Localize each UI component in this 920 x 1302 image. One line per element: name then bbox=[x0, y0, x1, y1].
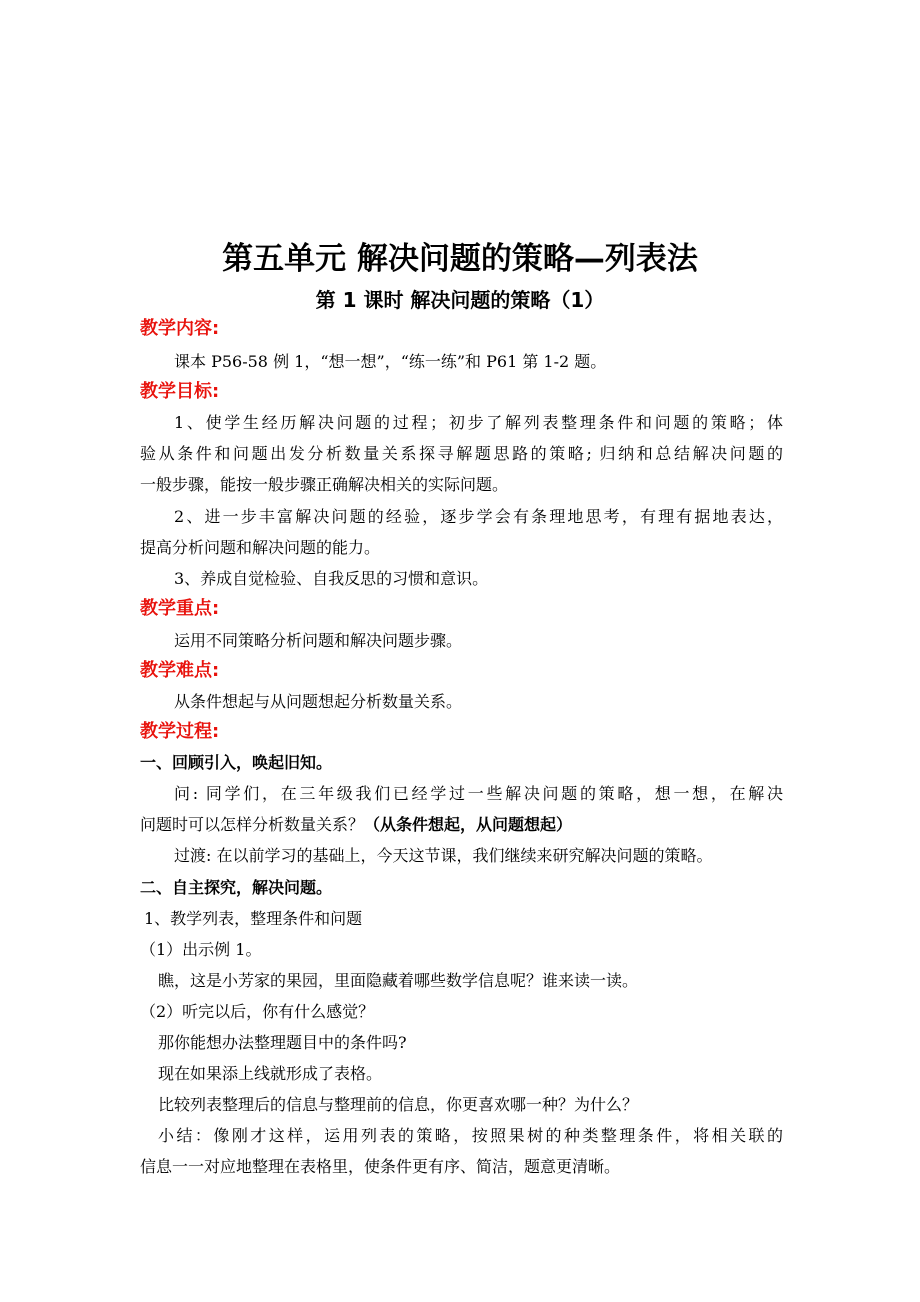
key-points-heading: 教学重点: bbox=[140, 598, 220, 619]
step-2: （2）听完以后，你有什么感觉？ bbox=[140, 1002, 375, 1021]
question-line-2-text: 问题时可以怎样分析数量关系？ bbox=[140, 815, 365, 834]
step-2-c: 比较列表整理后的信息与整理前的信息，你更喜欢哪一种？为什么？ bbox=[158, 1095, 639, 1114]
goal-1-line-2: 验从条件和问题出发分析数量关系探寻解题思路的策略; 归纳和总结解决问题的 bbox=[140, 444, 783, 463]
question-answer-bold: （从条件想起，从问题想起） bbox=[364, 815, 573, 834]
goal-2-line-1: 2、进一步丰富解决问题的经验，逐步学会有条理地思考，有理有据地表达， bbox=[174, 507, 783, 526]
content-text: 课本 P56-58 例 1，“想一想”，“练一练”和 P61 第 1-2 题。 bbox=[174, 352, 607, 371]
goal-3: 3、养成自觉检验、自我反思的习惯和意识。 bbox=[174, 569, 489, 588]
lesson-subtitle: 第 1 课时 解决问题的策略（1） bbox=[315, 288, 605, 312]
goal-2-line-2: 提高分析问题和解决问题的能力。 bbox=[140, 538, 381, 557]
section-1-title: 一、回顾引入，唤起旧知。 bbox=[140, 753, 333, 772]
step-2-a: 那你能想办法整理题目中的条件吗? bbox=[158, 1033, 407, 1052]
content-heading: 教学内容: bbox=[140, 318, 220, 339]
question-line-1: 问: 同学们，在三年级我们已经学过一些解决问题的策略，想一想，在解决 bbox=[174, 784, 783, 803]
section-2-title: 二、自主探究，解决问题。 bbox=[140, 878, 333, 897]
transition-text: 过渡: 在以前学习的基础上，今天这节课，我们继续来研究解决问题的策略。 bbox=[174, 846, 713, 865]
summary-line-1: 小结：像刚才这样，运用列表的策略，按照果树的种类整理条件，将相关联的 bbox=[158, 1126, 783, 1145]
difficulties-text: 从条件想起与从问题想起分析数量关系。 bbox=[174, 692, 463, 711]
goal-1-line-1: 1、使学生经历解决问题的过程；初步了解列表整理条件和问题的策略；体 bbox=[174, 413, 783, 432]
step-2-b: 现在如果添上线就形成了表格。 bbox=[158, 1064, 383, 1083]
step-1: （1）出示例 1。 bbox=[140, 940, 262, 959]
summary-line-2: 信息一一对应地整理在表格里，使条件更有序、简洁，题意更清晰。 bbox=[140, 1157, 621, 1176]
subsection-1: 1、教学列表，整理条件和问题 bbox=[144, 909, 363, 928]
page-title: 第五单元 解决问题的策略—列表法 bbox=[222, 241, 698, 277]
difficulties-heading: 教学难点: bbox=[140, 660, 220, 681]
goal-1-line-3: 一般步骤，能按一般步骤正确解决相关的实际问题。 bbox=[140, 475, 509, 494]
process-heading: 教学过程: bbox=[140, 721, 220, 742]
key-points-text: 运用不同策略分析问题和解决问题步骤。 bbox=[174, 631, 463, 650]
goals-heading: 教学目标: bbox=[140, 381, 220, 402]
question-line-2 bbox=[140, 815, 572, 835]
step-1-text: 瞧，这是小芳家的果园，里面隐藏着哪些数学信息呢？谁来读一读。 bbox=[158, 971, 639, 990]
